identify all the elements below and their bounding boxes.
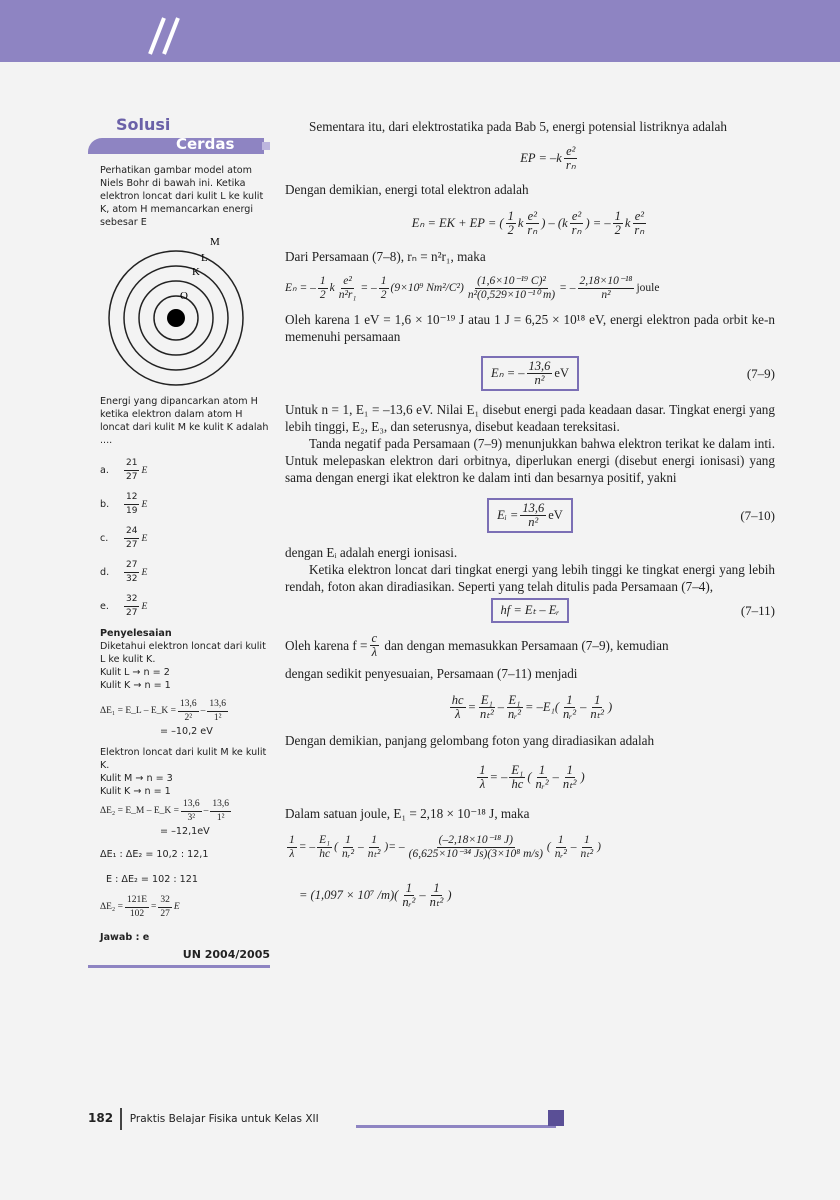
page-number: 182	[88, 1111, 114, 1125]
question2-text: Energi yang dipancarkan atom H ketika elektron dalam atom H loncat dari kulit M ke kulit K adalah ....	[100, 396, 269, 446]
equation-7-10: Eᵢ = $\frac{13,6}{\text{n²}}$ eV (7–10)	[285, 486, 775, 544]
chapter-mark-icon	[140, 14, 190, 64]
answer-options	[88, 453, 270, 623]
paragraph-11: Dengan demikian, panjang gelombang foton yang diradiasikan adalah	[285, 733, 655, 748]
paragraph-4: Oleh karena 1 eV = 1,6 × 10⁻¹⁹ J atau 1 J = 6,25 × 10¹⁸ eV, energi elektron pada orbit ke-n memenuhi persamaan	[285, 312, 775, 344]
paragraph-8: Ketika elektron loncat dari tingkat energi yang lebih tinggi ke tingkat energi yang lebih rendah, foton akan diradiasikan. Seperti yang telah ditulis pada Persamaan (7–4),	[285, 562, 775, 594]
lambda-equation: $\frac{1}{\lambda}$ = – $\frac{\text{E₁}}{hc}$ ( $\frac{1}{\text{nᵣ²}}$ – $\frac{1}{\text{nₜ²}}$ )	[479, 762, 585, 791]
solution-title: Penyelesaian	[100, 628, 172, 639]
shell-l-label: L	[201, 252, 208, 264]
shell-m-label: M	[210, 236, 220, 248]
shell-k-label: K	[192, 266, 200, 278]
book-title: Praktis Belajar Fisika untuk Kelas XII	[129, 1113, 319, 1125]
paragraph-1: Sementara itu, dari elektrostatika pada Bab 5, energi potensial listriknya adalah	[309, 119, 727, 134]
paragraph-9: Oleh karena f = $\frac{c}{\lambda}$ dan dengan memasukkan Persamaan (7–9), kemudian	[285, 630, 669, 659]
option-b: b. $\frac{12}{19}$ E	[100, 491, 148, 516]
option-c: c. $\frac{24}{27}$ E	[100, 525, 148, 550]
ep-equation: EP = –k $\frac{\text{e²}}{\text{rₙ}}$	[520, 143, 576, 172]
hc-equation: $\frac{hc}{\lambda}$ = $\frac{\text{E₁}}{\text{nₜ²}}$ – $\frac{\text{E₁}}{\text{nᵣ²}}$ = –E₁ ( $\frac{1}{\text{nᵣ²}}$ – $\frac{1}{\text{nₜ²}}$ )	[451, 692, 613, 721]
paragraph-3: Dari Persamaan (7–8), rₙ = n²r₁, maka	[285, 249, 486, 264]
header-band	[0, 0, 840, 62]
delta-e2-final: ΔE₂ = $\frac{121E}{102}$ = $\frac{32}{27}$ E	[100, 895, 180, 919]
final-equation: $\frac{1}{\lambda}$ = – $\frac{\text{E₁}}{hc}$ ( $\frac{1}{\text{nᵣ²}}$ – $\frac{1}{\text{nₜ²}}$ ) = – $\frac{\text{(–2,18×10⁻¹⁸ J)}}{\text{(6,625×10⁻³⁴ Js)(3×10⁸ m/s)}}$ ( $\frac{1}{\text{nᵣ²}}$ – $\frac{1}{\text{nₜ²}}$ )	[289, 833, 601, 860]
en2-equation: Eₙ = – $\frac{1}{2}$ k $\frac{\text{e²}}{\text{n²r₁}}$ = – $\frac{1}{2}$ (9×10⁹ Nm²/C²) $\frac{\text{(1,6×10⁻¹⁹ C)²}}{\text{n²(0,529×10⁻¹⁰ m)}}$ = – $\frac{\text{2,18×10⁻¹⁸}}{\text{n²}}$ joule	[285, 274, 660, 301]
paragraph-10: dengan sedikit penyesuaian, Persamaan (7–11) menjadi	[285, 666, 578, 681]
delta-e1-equation: ΔE₁ = E_L – E_K = $\frac{13,6}{\text{2²}}$ – $\frac{13,6}{\text{1²}}$	[100, 699, 226, 723]
paragraph-2: Dengan demikian, energi total elektron adalah	[285, 182, 529, 197]
equation-7-11: hf = Eₜ – Eᵣ (7–11)	[285, 595, 775, 625]
title-cerdas: Cerdas	[176, 135, 235, 153]
bohr-atom-diagram	[88, 231, 270, 391]
paragraph-6: Tanda negatif pada Persamaan (7–9) menunjukkan bahwa elektron terikat ke dalam inti. Untuk melepaskan elektron dari orbitnya, diperlukan energi (disebut energi ionisasi) yang sama dengan energi ikat elektron ke dalam inti dan besarnya positif, yakni	[285, 436, 775, 485]
answer: Jawab : e	[100, 932, 150, 943]
last-equation: = (1,097 × 10⁷ /m) ( $\frac{1}{\text{nᵣ²}}$ – $\frac{1}{\text{nₜ²}}$ )	[299, 880, 452, 909]
sidebar	[88, 115, 270, 968]
main-content	[285, 118, 775, 918]
paragraph-7: dengan Eᵢ adalah energi ionisasi.	[285, 545, 458, 560]
question-text: Perhatikan gambar model atom Niels Bohr di bawah ini. Ketika elektron loncat dari kulit L ke kulit K, atom H memancarkan energi sebesar E	[100, 165, 264, 228]
footer	[88, 1108, 568, 1130]
option-d: d. $\frac{27}{32}$ E	[100, 559, 148, 584]
equation-7-9: Eₙ = – $\frac{13,6}{\text{n²}}$ eV (7–9)	[285, 345, 775, 401]
paragraph-5: Untuk n = 1, E₁ = –13,6 eV. Nilai E₁ disebut energi pada keadaan dasar. Tingkat energi yang lebih tinggi, E₂, E₃, dan seterusnya, disebut keadaan tereksitasi.	[285, 402, 775, 434]
nucleus-label: O	[180, 290, 188, 302]
footer-square-icon	[548, 1110, 564, 1126]
en-equation: Eₙ = EK + EP = ( $\frac{1}{2}$ k $\frac{\text{e²}}{\text{rₙ}}$ ) – (k $\frac{\text{e²}}{\text{rₙ}}$ ) = – $\frac{1}{2}$ k $\frac{\text{e²}}{\text{rₙ}}$	[411, 208, 645, 237]
option-e: e. $\frac{32}{27}$ E	[100, 593, 148, 618]
title-solusi: Solusi	[116, 115, 171, 134]
solusi-cerdas-header	[88, 115, 270, 156]
option-a: a. $\frac{21}{27}$ E	[100, 457, 148, 482]
source: UN 2004/2005	[182, 948, 270, 961]
paragraph-12: Dalam satuan joule, E₁ = 2,18 × 10⁻¹⁸ J, maka	[285, 806, 530, 821]
delta-e2-equation: ΔE₂ = E_M – E_K = $\frac{13,6}{\text{3²}}$ – $\frac{13,6}{\text{1²}}$	[100, 799, 229, 823]
solution-body: Diketahui elektron loncat dari kulit L ke kulit K. Kulit L → n = 2 Kulit K → n = 1 ΔE₁ = E_L – E_K = $\frac{13,6}{\text{2²}}$ – $\frac{13,6}{\text{1²}}$ = –10,2 eV Elektron loncat dari kulit M ke kulit K. Kulit M → n = 3 Kulit K → n = 1 ΔE₂ = E_M – E_K = $\frac{13,6}{\text{3²}}$ – $\frac{13,6}{\text{1²}}$ = –12,1eV ΔE₁ : ΔE₂ = 10,2 : 12,1 E : ΔE₂ = 102 : 121 ΔE₂ = $\frac{121E}{102}$ = $\frac{32}{27}$ E Jawab : e UN 2004/2005	[88, 640, 270, 968]
